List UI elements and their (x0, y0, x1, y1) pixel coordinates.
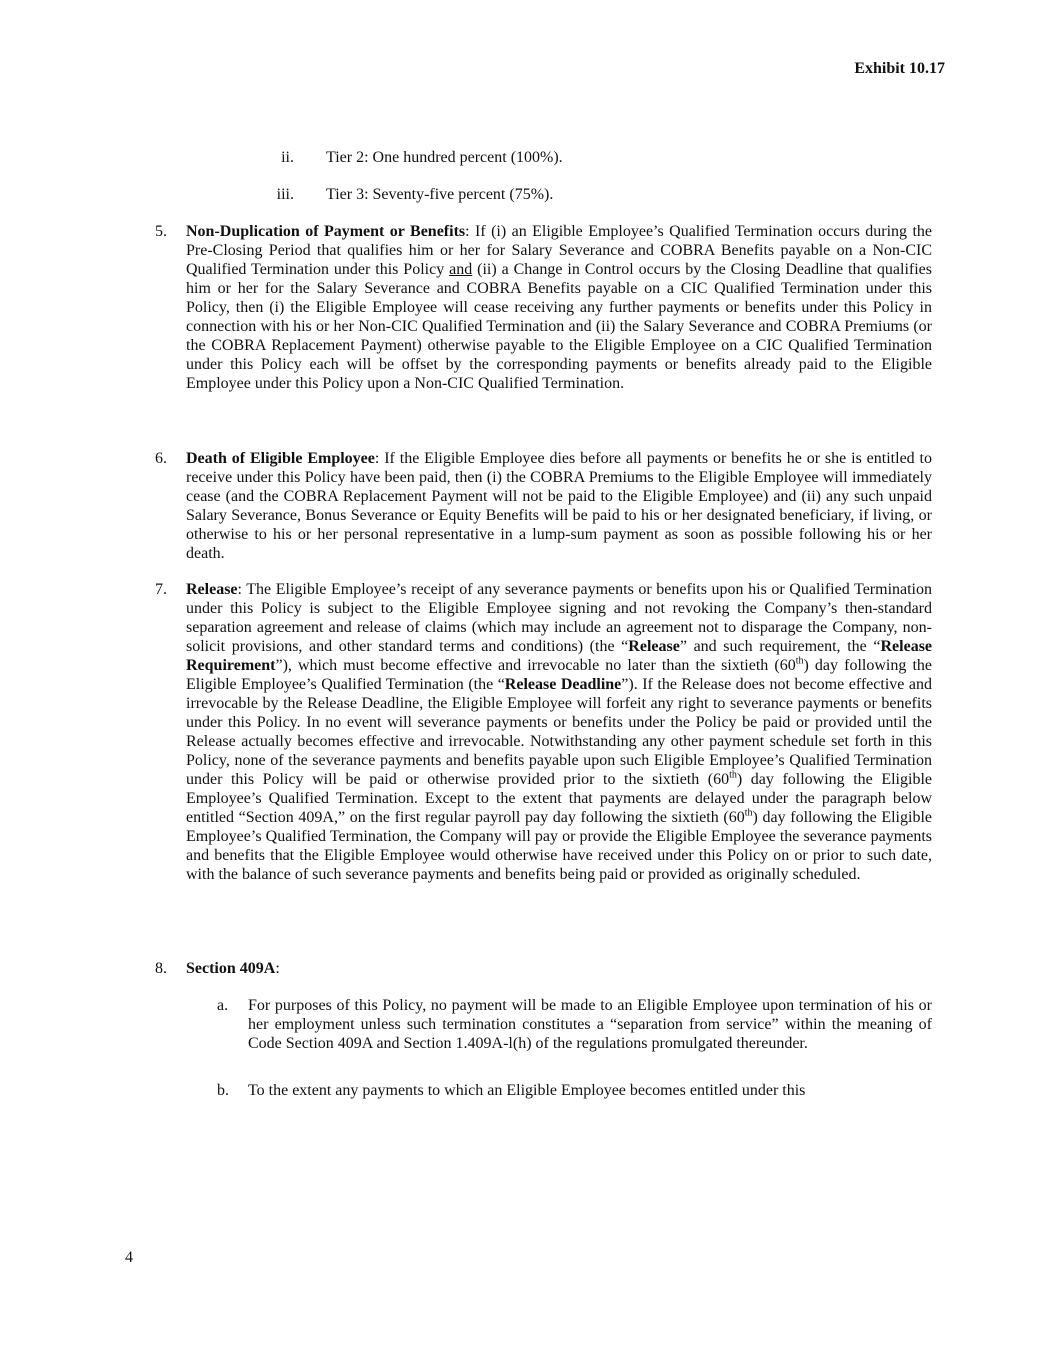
release-term: Release (628, 638, 680, 655)
release-deadline-term: Release Deadline (504, 676, 622, 693)
section-8-number: 8. (155, 960, 167, 977)
page-number: 4 (125, 1249, 133, 1266)
section-8a (217, 996, 932, 1053)
tier-3-item (274, 185, 553, 204)
section-6-heading: Death of Eligible Employee (186, 450, 375, 467)
section-7-text-4: ) day following the Eligible Employee’s Qualified Termination (the “ (186, 657, 932, 693)
section-8b (217, 1081, 932, 1100)
section-7-heading: Release (186, 581, 238, 598)
section-7-body (186, 580, 932, 884)
section-7-text-2: ” and such requirement, the “ (679, 638, 881, 655)
section-5 (155, 222, 932, 393)
section-8a-text: For purposes of this Policy, no payment will be made to an Eligible Employee upon termination of his or her employment unless such termination constitutes a “separation from service” within the meaning of Code Section 409A and Section 1.409A-l(h) of the regulations promulgated thereunder. (248, 997, 932, 1052)
tier-2-text: Tier 2: One hundred percent (100%). (326, 149, 563, 166)
section-8-body (186, 959, 932, 978)
section-7-text-5: ”). If the Release does not become effective and irrevocable by the Release Deadline, the Eligible Employee will forfeit any right to severance payments or benefits under this Policy. In no event will severance payments or benefits under the Policy be paid or provided until the Release actually becomes effective and irrevocable. Notwithstanding any other payment schedule set forth in this Policy, none of the severance payments and benefits payable upon such Eligible Employee’s Qualified Termination under this Policy will be paid or otherwise provided prior to the sixtieth (60 (186, 676, 932, 788)
section-6-text: : If the Eligible Employee dies before all payments or benefits he or she is entitled to receive under this Policy have been paid, then (i) the COBRA Premiums to the Eligible Employee will immediately cease (and the COBRA Replacement Payment will not be paid to the Eligible Employee) and (ii) any such unpaid Salary Severance, Bonus Severance or Equity Benefits will be paid to his or her designated beneficiary, if living, or otherwise to his or her personal representative in a lump-sum payment as soon as possible following his or her death. (186, 450, 932, 562)
section-5-number: 5. (155, 223, 167, 240)
superscript-th-3: th (744, 807, 753, 819)
section-8a-number: a. (217, 997, 229, 1014)
section-7-text-7: ) day following the Eligible Employee’s Qualified Termination, the Company will pay or provide the Eligible Employee the severance payments and benefits that the Eligible Employee would otherwise have received under this Policy on or prior to such date, with the balance of such severance payments and benefits being paid or provided as originally scheduled. (186, 809, 932, 883)
superscript-th-2: th (729, 769, 737, 781)
section-7 (155, 580, 932, 884)
section-8-heading: Section 409A (186, 960, 276, 977)
superscript-th-1: th (795, 655, 804, 667)
section-8 (155, 959, 932, 978)
section-5-heading: Non-Duplication of Payment or Benefits (186, 223, 466, 240)
section-5-text-1: : If (i) an Eligible Employee’s Qualified Termination occurs during the Pre-Closing Period that qualifies him or her for Salary Severance and COBRA Benefits payable on a Non-CIC Qualified Termination under this Policy (186, 223, 932, 278)
release-requirement-term: Release Requirement (186, 638, 933, 674)
section-8b-number: b. (217, 1082, 229, 1099)
section-6 (155, 449, 932, 563)
tier-2-item (270, 148, 563, 167)
section-6-body (186, 449, 932, 563)
section-8b-text: To the extent any payments to which an Eligible Employee becomes entitled under this (248, 1082, 806, 1099)
tier-3-text: Tier 3: Seventy-five percent (75%). (326, 186, 554, 203)
section-5-and: and (449, 261, 473, 278)
section-5-text-2: (ii) a Change in Control occurs by the Closing Deadline that qualifies him or her for the Salary Severance and COBRA Benefits payable on a CIC Qualified Termination under this Policy, then (i) the Eligible Employee will cease receiving any further payments or benefits under this Policy in connection with his or her Non-CIC Qualified Termination and (ii) the Salary Severance and COBRA Premiums (or the COBRA Replacement Payment) otherwise payable to the Eligible Employee on a CIC Qualified Termination under this Policy each will be offset by the corresponding payments or benefits already paid to the Eligible Employee under this Policy upon a Non-CIC Qualified Termination. (186, 261, 932, 392)
section-8-colon: : (275, 960, 280, 977)
section-7-text-6: ) day following the Eligible Employee’s Qualified Termination. Except to the extent that payments are delayed under the paragraph below entitled “Section 409A,” on the first regular payroll pay day following the sixtieth (60 (186, 771, 932, 826)
tier-2-number: ii. (281, 149, 294, 166)
section-7-text-1: : The Eligible Employee’s receipt of any severance payments or benefits upon his or Qualified Termination under this Policy is subject to the Eligible Employee signing and not revoking the Company’s then-standard separation agreement and release of claims (which may include an agreement not to disparage the Company, non-solicit provisions, and other standard terms and conditions) (the “ (186, 581, 932, 655)
section-5-body (186, 222, 932, 393)
exhibit-label: Exhibit 10.17 (854, 60, 945, 77)
section-6-number: 6. (155, 450, 167, 467)
section-7-number: 7. (155, 581, 167, 598)
tier-3-number: iii. (276, 186, 294, 203)
section-7-text-3: ”), which must become effective and irrevocable no later than the sixtieth (60 (275, 657, 796, 674)
